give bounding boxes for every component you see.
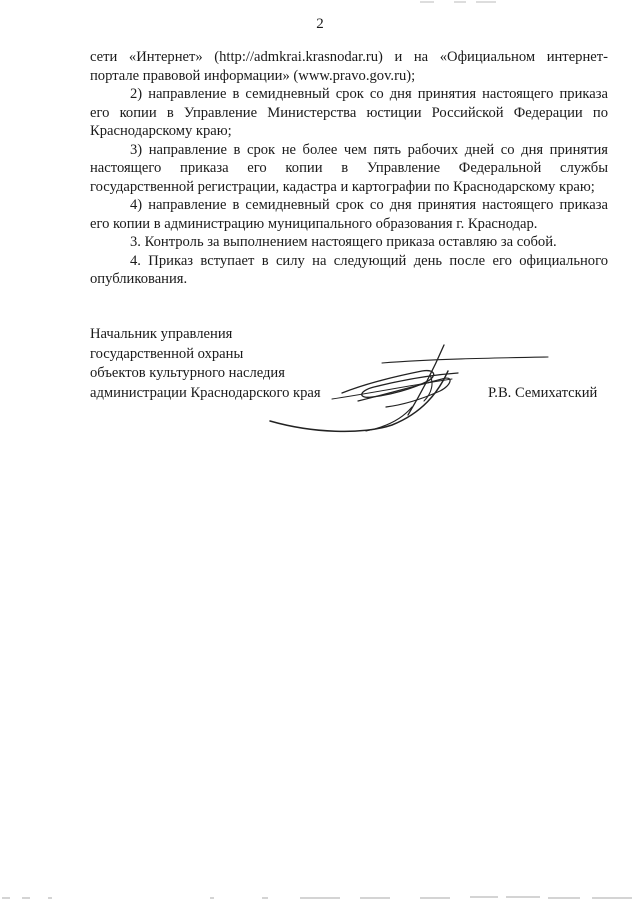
page-number: 2 [316, 16, 324, 32]
paragraph-website-publication: сети «Интернет» (http://admkrai.krasnodar.ru) и на «Официальном интернет-портале правовой информации» (www.pravo.gov.ru); [90, 49, 608, 84]
position-line: объектов культурного наследия [90, 365, 285, 381]
paragraph-item-4: 4) направление в семидневный срок со дня принятия настоящего приказа его копии в администрацию муниципального образования г. Краснодар. [90, 197, 608, 232]
position-line: администрации Краснодарского края [90, 384, 321, 401]
paragraph-item-3: 3) направление в срок не более чем пять рабочих дней со дня принятия настоящего приказа его копии в Управление Федеральной службы государственной регистрации, кадастра и картографии по Краснодарскому краю; [90, 141, 608, 195]
position-line: государственной охраны [90, 345, 244, 362]
paragraph-control: 3. Контроль за выполнением настоящего приказа оставляю за собой. [130, 234, 557, 250]
paragraph-item-2: 2) направление в семидневный срок со дня принятия настоящего приказа его копии в Управление Министерства юстиции Российской Федерации по Краснодарскому краю; [90, 86, 608, 139]
signer-name: Р.В. Семихатский [488, 384, 598, 401]
document-body [90, 48, 608, 289]
position-line: Начальник управления [90, 326, 233, 342]
scan-artifacts-bottom [0, 893, 640, 901]
scan-mark-top [420, 0, 500, 6]
paragraph-effective-date: 4. Приказ вступает в силу на следующий день после его официального опубликования. [90, 252, 608, 287]
